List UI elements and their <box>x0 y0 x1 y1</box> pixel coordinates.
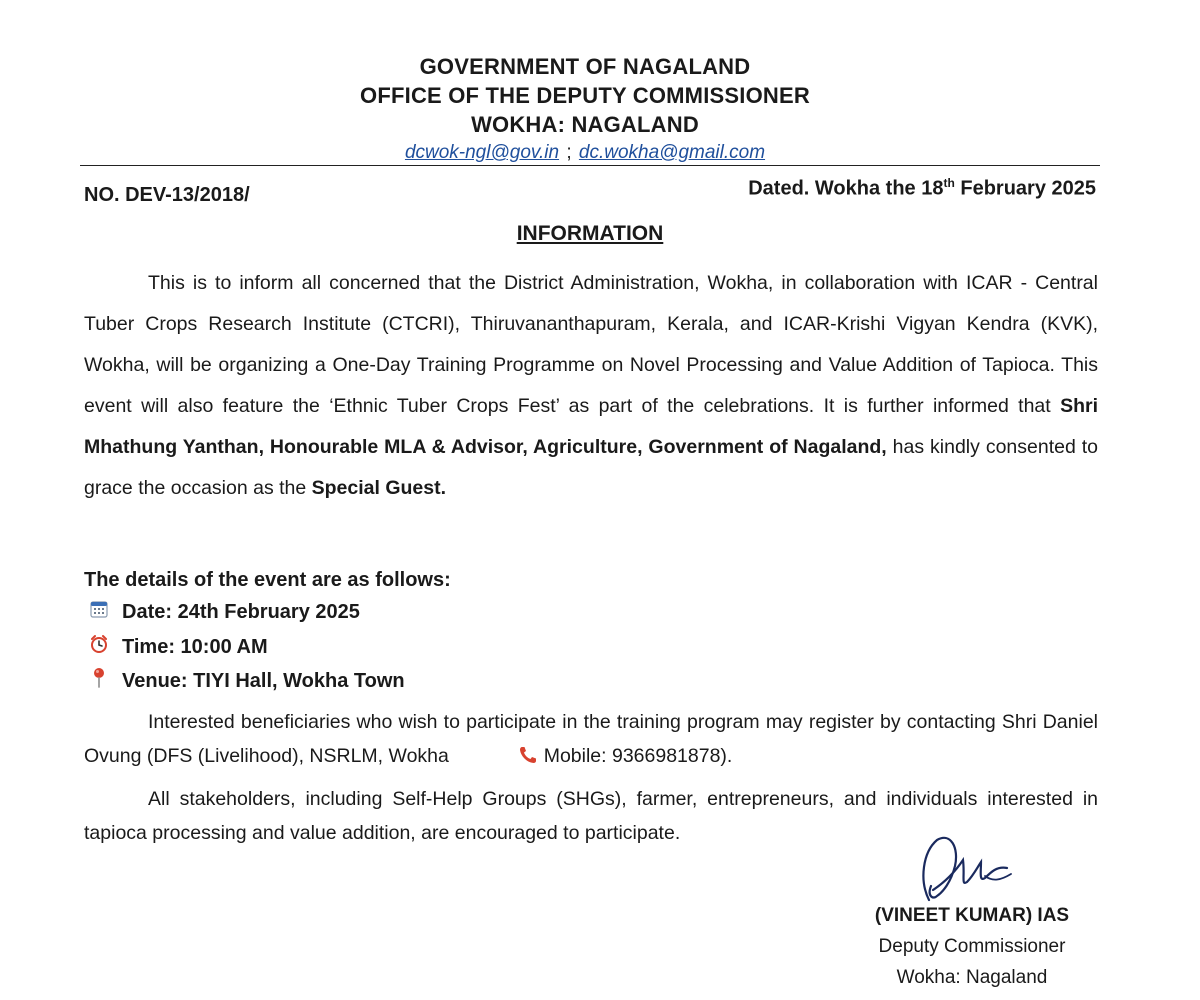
special-guest-label: Special Guest. <box>311 477 447 499</box>
signatory-place: Wokha: Nagaland <box>896 967 1048 988</box>
location-pin-icon <box>88 666 110 697</box>
reference-number: NO. DEV-13/2018/ <box>84 184 250 206</box>
registration-mobile: Mobile: 9366981878). <box>538 745 733 767</box>
details-heading: The details of the event are as follows: <box>84 569 451 591</box>
date-prefix: Dated. Wokha the 18 <box>748 177 944 200</box>
alarm-clock-icon <box>88 633 110 663</box>
intro-text-continued: has kindly consented to grace the occasion as the <box>84 436 1098 499</box>
government-title: GOVERNMENT OF NAGALAND <box>419 54 751 79</box>
signatory-title: Deputy Commissioner <box>878 936 1066 957</box>
event-date: Date: 24th February 2025 <box>122 601 360 623</box>
phone-icon <box>454 742 538 776</box>
contact-emails <box>0 140 1170 166</box>
event-time: Time: 10:00 AM <box>122 636 268 658</box>
special-guest-name: Shri Mhathung Yanthan, Honourable MLA & Advisor, Agriculture, Government of Nagaland, <box>84 395 1098 458</box>
notice-heading: INFORMATION <box>516 222 664 245</box>
detail-time <box>88 632 268 662</box>
event-venue: Venue: TIYI Hall, Wokha Town <box>122 670 405 692</box>
email-link-2[interactable]: dc.wokha@gmail.com <box>578 142 766 163</box>
date-ordinal: th <box>943 176 955 190</box>
intro-paragraph <box>84 263 1098 509</box>
office-location: WOKHA: NAGALAND <box>471 112 699 137</box>
letterhead <box>0 52 1170 166</box>
header-divider <box>80 165 1100 166</box>
email-separator: ; <box>566 142 572 163</box>
signature-block <box>852 900 1092 993</box>
email-link-1[interactable]: dcwok-ngl@gov.in <box>404 142 560 163</box>
closing-paragraph: All stakeholders, including Self-Help Groups (SHGs), farmer, entrepreneurs, and individuals interested in tapioca processing and value addition, are encouraged to participate. <box>84 788 1098 844</box>
detail-date <box>88 597 360 627</box>
registration-text: Interested beneficiaries who wish to participate in the training program may register by contacting Shri Daniel Ovung (DFS (Livelihood), NSRLM, Wokha <box>84 711 1098 767</box>
intro-text: This is to inform all concerned that the District Administration, Wokha, in collaboration with ICAR - Central Tuber Crops Research Institute (CTCRI), Thiruvananthapuram, Kerala, and ICAR-Krishi Vigyan Kendra (KVK), Wokha, will be organizing a One-Day Training Programme on Novel Processing and Value Addition of Tapioca. This event will also feature the ‘Ethnic Tuber Crops Fest’ as part of the celebrations. It is further informed that <box>84 272 1098 417</box>
date-suffix: February 2025 <box>954 177 1096 200</box>
office-title: OFFICE OF THE DEPUTY COMMISSIONER <box>360 83 810 108</box>
calendar-icon <box>88 598 110 628</box>
detail-venue <box>88 666 405 696</box>
signatory-name: (VINEET KUMAR) IAS <box>874 905 1070 926</box>
registration-paragraph <box>84 705 1098 776</box>
reference-date <box>748 176 1096 201</box>
